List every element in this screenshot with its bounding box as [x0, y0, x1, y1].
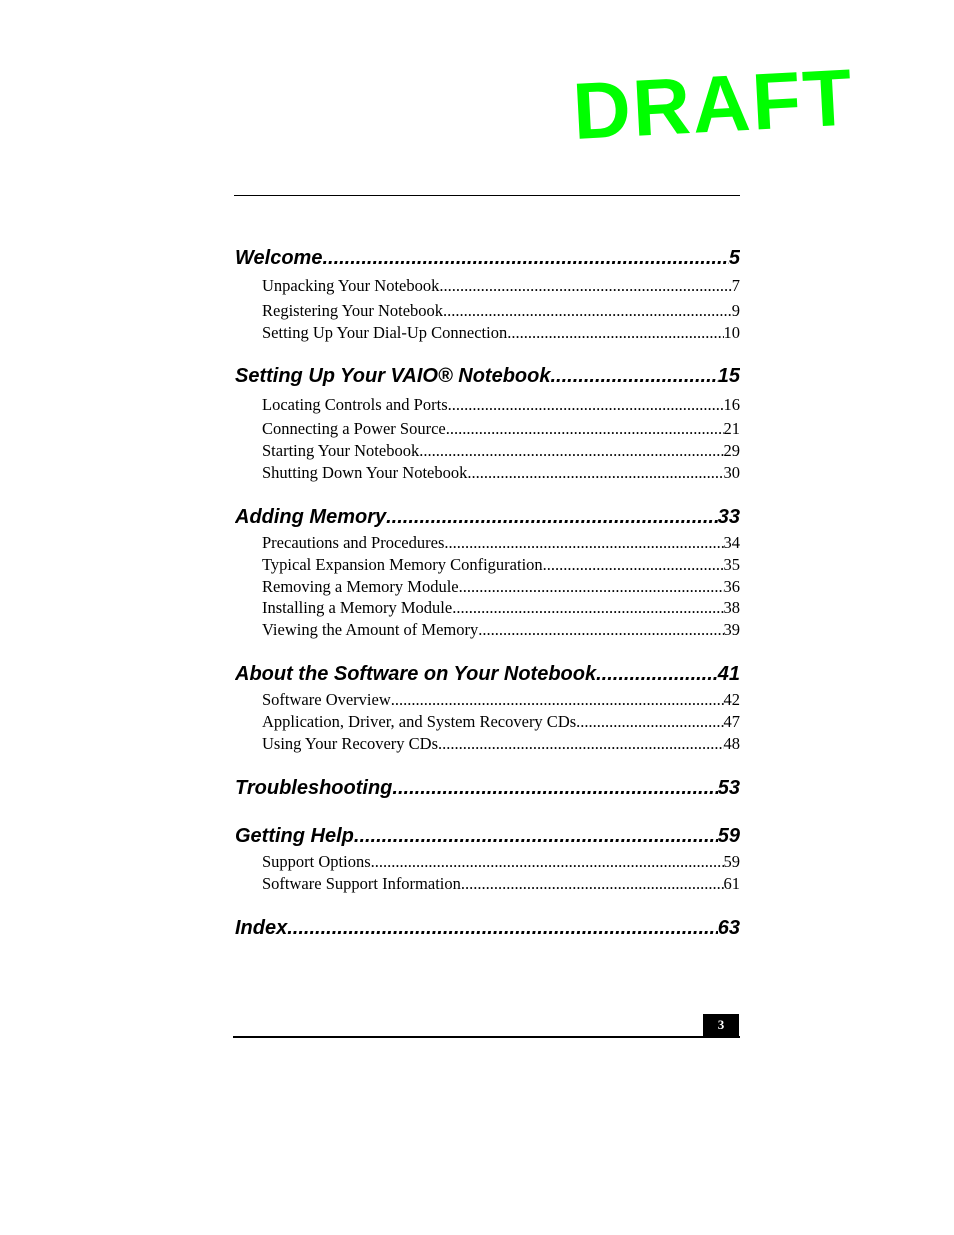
section-title: Software Overview: [262, 690, 391, 709]
toc-chapter-software[interactable]: [235, 662, 740, 686]
dot-leader: [576, 712, 723, 732]
chapter-page: 33: [717, 506, 740, 528]
dot-leader: [287, 916, 718, 940]
section-title: Locating Controls and Ports: [262, 395, 448, 414]
toc-section[interactable]: [262, 734, 740, 754]
toc-section[interactable]: [262, 690, 740, 710]
section-title: Typical Expansion Memory Configuration: [262, 555, 543, 574]
section-title: Precautions and Procedures: [262, 533, 445, 552]
section-page: 48: [723, 734, 740, 753]
dot-leader: [452, 598, 723, 618]
toc-chapter-index[interactable]: [235, 916, 740, 940]
section-title: Shutting Down Your Notebook: [262, 463, 468, 482]
footer-rule: [233, 1036, 740, 1038]
chapter-page: 41: [717, 663, 740, 685]
section-page: 29: [723, 441, 740, 460]
dot-leader: [543, 555, 724, 575]
toc-section[interactable]: [262, 395, 740, 415]
draft-watermark: DRAFT: [570, 52, 856, 156]
toc-chapter-adding-memory[interactable]: [235, 505, 740, 529]
section-title: Unpacking Your Notebook: [262, 276, 440, 295]
section-page: 36: [723, 577, 740, 596]
dot-leader: [507, 323, 723, 343]
header-rule: [234, 195, 740, 196]
section-page: 34: [723, 533, 740, 552]
chapter-title: Getting Help: [235, 825, 354, 847]
dot-leader: [443, 301, 732, 321]
toc-section[interactable]: [262, 441, 740, 461]
dot-leader: [446, 419, 724, 439]
section-title: Setting Up Your Dial-Up Connection: [262, 323, 508, 342]
dot-leader: [467, 463, 723, 483]
dot-leader: [461, 874, 724, 894]
toc-chapter-setting-up[interactable]: [235, 364, 740, 388]
toc-chapter-getting-help[interactable]: [235, 824, 740, 848]
chapter-title: Adding Memory: [235, 506, 387, 528]
dot-leader: [386, 505, 718, 529]
chapter-title: About the Software on Your Notebook: [235, 663, 597, 685]
section-title: Starting Your Notebook: [262, 441, 420, 460]
section-title: Viewing the Amount of Memory: [262, 620, 479, 639]
toc-section[interactable]: [262, 577, 740, 597]
dot-leader: [459, 577, 724, 597]
section-page: 61: [723, 874, 740, 893]
toc-section[interactable]: [262, 874, 740, 894]
section-page: 35: [723, 555, 740, 574]
chapter-title: Troubleshooting: [235, 777, 393, 799]
dot-leader: [354, 824, 718, 848]
page-number: 3: [703, 1014, 739, 1036]
section-title: Removing a Memory Module: [262, 577, 459, 596]
section-page: 9: [731, 301, 740, 320]
toc-section[interactable]: [262, 301, 740, 321]
section-page: 21: [723, 419, 740, 438]
dot-leader: [596, 662, 718, 686]
section-page: 47: [723, 712, 740, 731]
toc-section[interactable]: [262, 276, 740, 296]
chapter-page: 53: [717, 777, 740, 799]
section-title: Registering Your Notebook: [262, 301, 444, 320]
section-page: 30: [723, 463, 740, 482]
chapter-page: 59: [717, 825, 740, 847]
section-title: Using Your Recovery CDs: [262, 734, 439, 753]
toc-section[interactable]: [262, 323, 740, 343]
section-title: Software Support Information: [262, 874, 461, 893]
section-page: 42: [723, 690, 740, 709]
dot-leader: [444, 533, 723, 553]
dot-leader: [550, 364, 717, 388]
toc-section[interactable]: [262, 598, 740, 618]
toc-section[interactable]: [262, 712, 740, 732]
toc-chapter-troubleshooting[interactable]: [235, 776, 740, 800]
section-page: 38: [723, 598, 740, 617]
dot-leader: [392, 776, 717, 800]
dot-leader: [448, 395, 724, 415]
section-title: Support Options: [262, 852, 371, 871]
dot-leader: [419, 441, 723, 461]
section-page: 39: [723, 620, 740, 639]
dot-leader: [438, 734, 723, 754]
chapter-title: Welcome: [235, 247, 323, 269]
dot-leader: [371, 852, 724, 872]
toc-section[interactable]: [262, 620, 740, 640]
section-page: 16: [723, 395, 740, 414]
dot-leader: [391, 690, 724, 710]
toc-chapter-welcome[interactable]: [235, 246, 740, 270]
dot-leader: [478, 620, 723, 640]
toc-section[interactable]: [262, 852, 740, 872]
toc-section[interactable]: [262, 555, 740, 575]
section-title: Application, Driver, and System Recovery CDs: [262, 712, 577, 731]
toc-section[interactable]: [262, 419, 740, 439]
dot-leader: [322, 246, 728, 270]
chapter-title: Index: [235, 917, 288, 939]
section-page: 10: [723, 323, 740, 342]
chapter-page: 63: [717, 917, 740, 939]
dot-leader: [439, 276, 731, 296]
chapter-page: 5: [728, 247, 740, 269]
section-title: Connecting a Power Source: [262, 419, 446, 438]
chapter-page: 15: [717, 365, 740, 387]
section-page: 7: [731, 276, 740, 295]
section-page: 59: [723, 852, 740, 871]
section-title: Installing a Memory Module: [262, 598, 453, 617]
chapter-title: Setting Up Your VAIO® Notebook: [235, 365, 551, 387]
toc-section[interactable]: [262, 533, 740, 553]
toc-section[interactable]: [262, 463, 740, 483]
